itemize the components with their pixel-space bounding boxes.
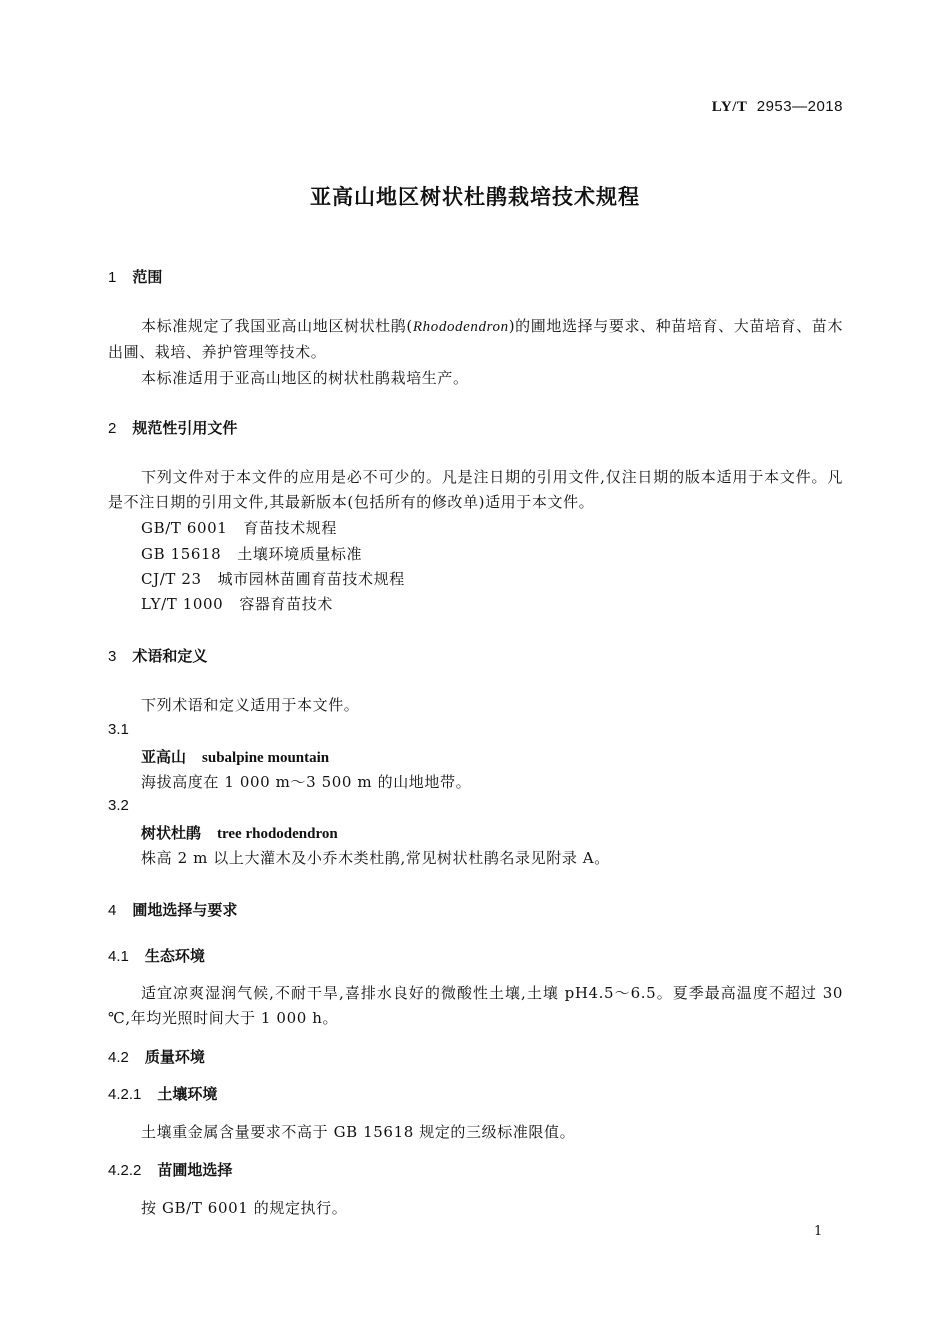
- text-segment: 本标准规定了我国亚高山地区树状杜鹃(: [141, 317, 413, 335]
- section-number: 1: [108, 269, 117, 286]
- text-segment: )的圃地选择与要求、种苗培育、大苗培育、苗木出圃、栽培、养护管理等技术。: [108, 317, 844, 361]
- section-title: 术语和定义: [132, 647, 208, 665]
- doc-number-value: 2953—2018: [756, 98, 843, 115]
- reference-item: [141, 543, 362, 564]
- document-number: [712, 98, 843, 116]
- term-number: 3.2: [108, 797, 129, 814]
- subsection-4-2-heading: [108, 1046, 205, 1067]
- reference-item: [141, 568, 405, 589]
- term-definition: 株高 2 m 以上大灌木及小乔木类杜鹃,常见树状杜鹃名录见附录 A。: [141, 849, 610, 867]
- subsection-number: 4.2.1: [108, 1086, 142, 1103]
- term-entry: [141, 746, 329, 767]
- section-number: 4: [108, 902, 117, 919]
- reference-title: 容器育苗技术: [239, 595, 333, 613]
- section-title: 圃地选择与要求: [132, 901, 238, 919]
- reference-code: GB/T 6001: [141, 519, 228, 537]
- reference-code: GB 15618: [141, 545, 222, 563]
- reference-title: 城市园林苗圃育苗技术规程: [217, 570, 405, 588]
- term-chinese: 亚高山: [141, 748, 187, 766]
- reference-item: [141, 593, 333, 614]
- subsection-4-2-1-heading: [108, 1083, 217, 1104]
- section-3-paragraph-1: 下列术语和定义适用于本文件。: [141, 696, 360, 714]
- section-number: 2: [108, 420, 117, 437]
- subsection-4-2-1-paragraph: 土壤重金属含量要求不高于 GB 15618 规定的三级标准限值。: [141, 1123, 576, 1141]
- section-1-paragraph-1: [108, 314, 843, 365]
- subsection-4-2-2-paragraph: 按 GB/T 6001 的规定执行。: [141, 1199, 348, 1217]
- subsection-number: 4.2.2: [108, 1162, 142, 1179]
- term-definition: 海拔高度在 1 000 m～3 500 m 的山地地带。: [141, 773, 472, 791]
- reference-code: LY/T 1000: [141, 595, 224, 613]
- term-english: subalpine mountain: [202, 750, 330, 766]
- term-english: tree rhododendron: [217, 826, 338, 842]
- subsection-number: 4.2: [108, 1049, 129, 1066]
- subsection-title: 生态环境: [144, 947, 205, 965]
- doc-number-prefix: LY/T: [711, 99, 748, 115]
- section-3-heading: [108, 645, 207, 666]
- latin-name: Rhododendron: [412, 319, 509, 335]
- reference-title: 土壤环境质量标准: [237, 545, 363, 563]
- section-2-heading: [108, 417, 237, 438]
- subsection-title: 苗圃地选择: [157, 1161, 233, 1179]
- page-number: 1: [814, 1224, 823, 1239]
- subsection-number: 4.1: [108, 948, 129, 965]
- subsection-title: 质量环境: [144, 1048, 205, 1066]
- subsection-4-1-paragraph: 适宜凉爽湿润气候,不耐干旱,喜排水良好的微酸性土壤,土壤 pH4.5～6.5。夏季最高温度不超过 30 ℃,年均光照时间大于 1 000 h。: [108, 984, 843, 1027]
- document-title: 亚高山地区树状杜鹃栽培技术规程: [310, 185, 640, 209]
- term-chinese: 树状杜鹃: [141, 824, 202, 842]
- term-number: 3.1: [108, 721, 129, 738]
- section-2-paragraph-1: 下列文件对于本文件的应用是必不可少的。凡是注日期的引用文件,仅注日期的版本适用于本文件。凡是不注日期的引用文件,其最新版本(包括所有的修改单)适用于本文件。: [108, 468, 843, 511]
- reference-code: CJ/T 23: [141, 570, 202, 588]
- reference-title: 育苗技术规程: [243, 519, 338, 537]
- section-title: 范围: [132, 268, 163, 286]
- subsection-4-1-heading: [108, 945, 205, 966]
- term-entry: [141, 822, 338, 843]
- section-title: 规范性引用文件: [132, 419, 238, 437]
- subsection-4-2-2-heading: [108, 1159, 232, 1180]
- subsection-title: 土壤环境: [157, 1085, 218, 1103]
- section-1-heading: [108, 266, 162, 287]
- section-number: 3: [108, 648, 117, 665]
- reference-item: [141, 517, 337, 538]
- section-1-paragraph-2: 本标准适用于亚高山地区的树状杜鹃栽培生产。: [141, 369, 469, 387]
- section-4-heading: [108, 899, 237, 920]
